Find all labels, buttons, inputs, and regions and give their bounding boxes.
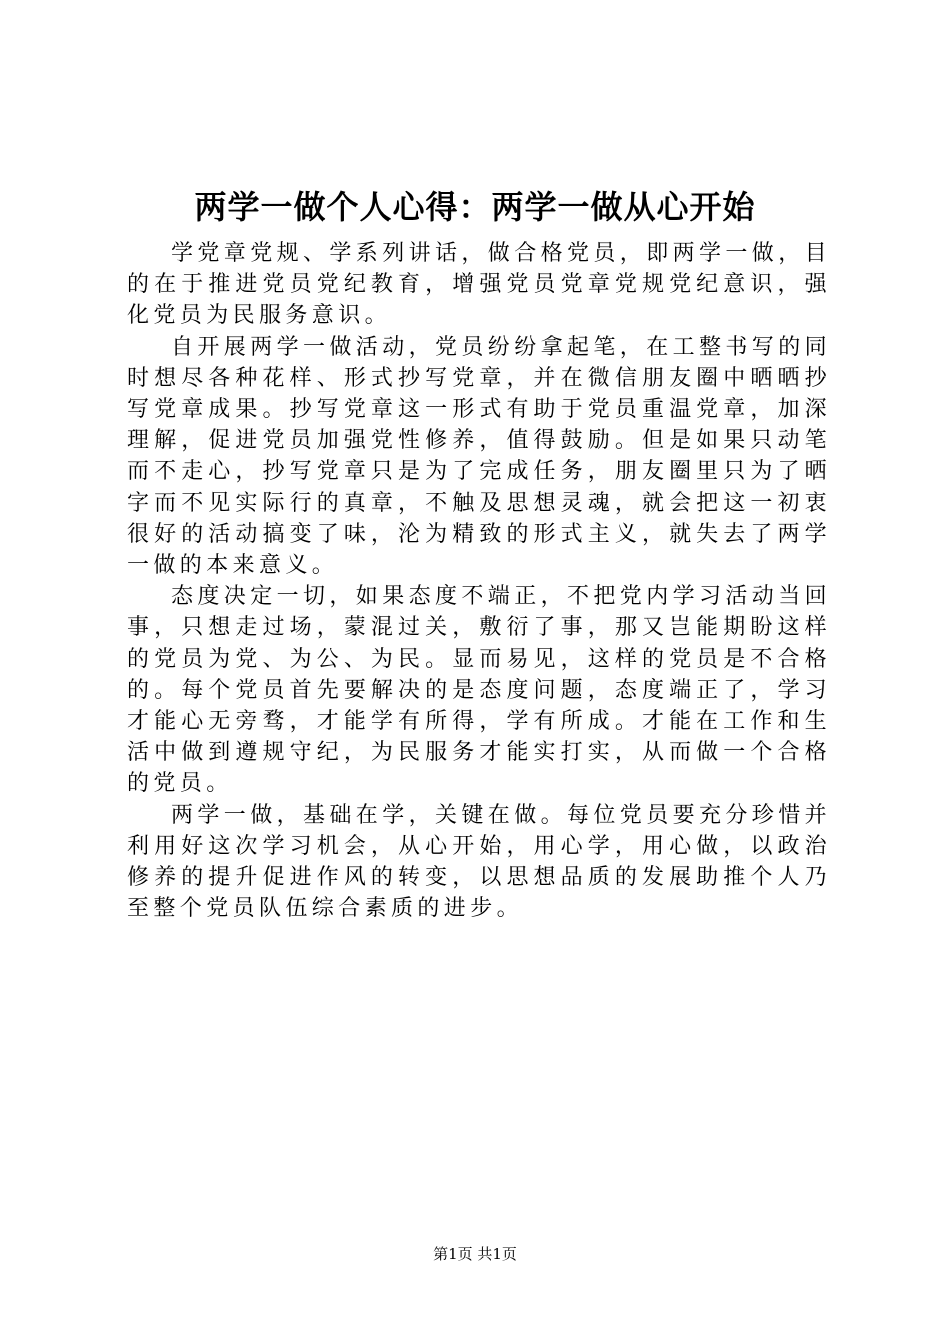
page-footer: 第1页 共1页 [433, 1245, 517, 1263]
paragraph-2: 自开展两学一做活动，党员纷纷拿起笔，在工整书写的同时想尽各种花样、形式抄写党章，并在微信朋友圈中晒晒抄写党章成果。抄写党章这一形式有助于党员重温党章，加深理解，促进党员加强党性修养，值得鼓励。但是如果只动笔而不走心，抄写党章只是为了完成任务，朋友圈里只为了晒字而不见实际行的真章，不触及思想灵魂，就会把这一初衷很好的活动搞变了味，沦为精致的形式主义，就失去了两学一做的本来意义。 [127, 334, 832, 579]
paragraph-4: 两学一做，基础在学，关键在做。每位党员要充分珍惜并利用好这次学习机会，从心开始，用心学，用心做，以政治修养的提升促进作风的转变，以思想品质的发展助推个人乃至整个党员队伍综合素质的进步。 [127, 802, 832, 922]
document-body [127, 238, 831, 924]
paragraph-1: 学党章党规、学系列讲话，做合格党员，即两学一做，目的在于推进党员党纪教育，增强党员党章党规党纪意识，强化党员为民服务意识。 [127, 241, 832, 329]
document-title: 两学一做个人心得：两学一做从心开始 [194, 188, 756, 226]
paragraph-3: 态度决定一切，如果态度不端正，不把党内学习活动当回事，只想走过场，蒙混过关，敷衍了事，那又岂能期盼这样的党员为党、为公、为民。显而易见，这样的党员是不合格的。每个党员首先要解决的是态度问题，态度端正了，学习才能心无旁骛，才能学有所得，学有所成。才能在工作和生活中做到遵规守纪，为民服务才能实打实，从而做一个合格的党员。 [127, 584, 832, 797]
